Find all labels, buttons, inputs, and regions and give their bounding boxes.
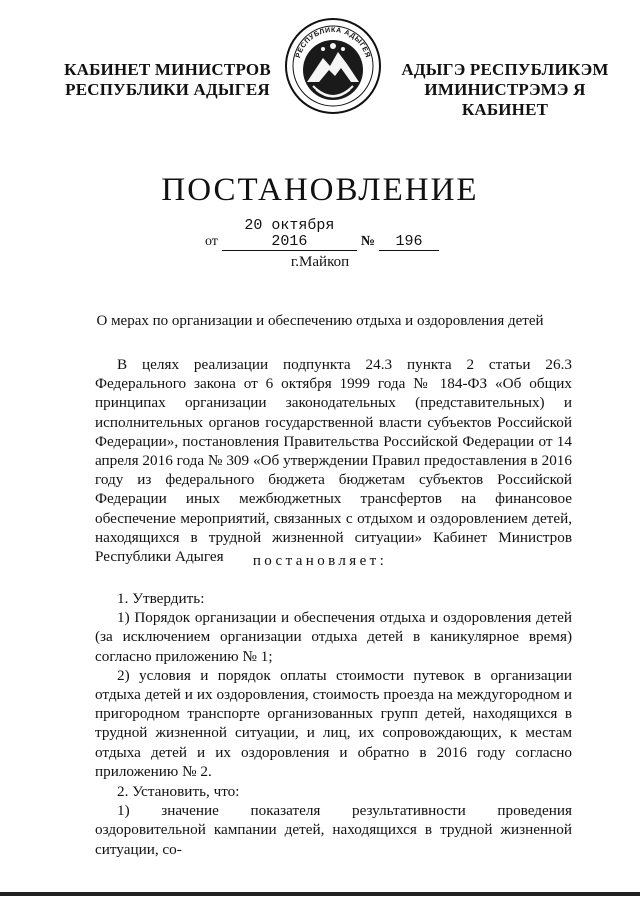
- item-1-subitem-1: 1) Порядок организации и обеспечения отдыха и оздоровления детей (за исключением организации отдыха детей в каникулярное время) согласно приложению № 1;: [95, 609, 572, 665]
- item-2-heading: 2. Установить, что:: [117, 783, 240, 800]
- resolves-word: постановляет:: [252, 553, 388, 569]
- item-2: [95, 782, 572, 859]
- document-number: 196: [379, 234, 439, 251]
- item-1: [95, 589, 572, 781]
- preamble-paragraph: В целях реализации подпункта 24.3 пункта 2 статьи 26.3 Федерального закона от 6 октября 1999 года № 184-ФЗ «Об общих принципах организации законодательных (представительных) и исполнительных органов государственной власти субъектов Российской Федерации», постановления Правительства Российской Федерации от 14 апреля 2016 года № 309 «Об утверждении Правил предоставления в 2016 году из федерального бюджета бюджетам субъектов Российской Федерации иных межбюджетных трансфертов на финансовое обеспечение мероприятий, связанных с отдыхом и оздоровлением детей, находящихся в трудной жизненной ситуации» Кабинет Министров Республики Адыгея: [95, 356, 572, 566]
- issuer-name-line-1: КАБИНЕТ МИНИСТРОВ: [64, 60, 271, 79]
- seal-text: РЕСПУБЛИКА АДЫГЕЯ: [295, 26, 371, 59]
- date-prefix: от: [204, 234, 218, 249]
- issuer-name-line-2: ИМИНИСТРЭМЭ Я КАБИНЕТ: [424, 80, 586, 119]
- date-number-line: [0, 218, 640, 251]
- preamble: [95, 355, 572, 566]
- item-2-subitem-1: 1) значение показателя результативности проведения оздоровительной кампании детей, находящихся в трудной жизненной ситуации, со-: [95, 802, 572, 858]
- item-1-heading: 1. Утвердить:: [117, 590, 205, 607]
- document-subject: О мерах по организации и обеспечению отдыха и оздоровления детей: [96, 313, 544, 329]
- issuer-name-line-1: АДЫГЭ РЕСПУБЛИКЭМ: [401, 60, 609, 79]
- coat-of-arms-icon: [283, 16, 383, 116]
- number-prefix: №: [360, 234, 375, 249]
- item-1-subitem-2: 2) условия и порядок оплаты стоимости путевок в организации отдыха детей и их оздоровления, стоимость проезда на междугородном и пригородном транспорте организованных групп детей, находящихся в трудной жизненной ситуации, и лиц, их сопровождающих, к местам отдыха детей и их оздоровления и обратно в 2016 году согласно приложению № 2.: [95, 666, 572, 780]
- issuer-name-line-2: РЕСПУБЛИКИ АДЫГЕЯ: [65, 80, 270, 99]
- issuer-name-russian: [60, 60, 275, 100]
- document-title: ПОСТАНОВЛЕНИЕ: [161, 172, 479, 208]
- scan-edge: [0, 892, 640, 896]
- issuer-name-adyghe: [380, 60, 630, 120]
- city: г.Майкоп: [290, 254, 350, 270]
- document-date: 20 октября 2016: [222, 218, 357, 251]
